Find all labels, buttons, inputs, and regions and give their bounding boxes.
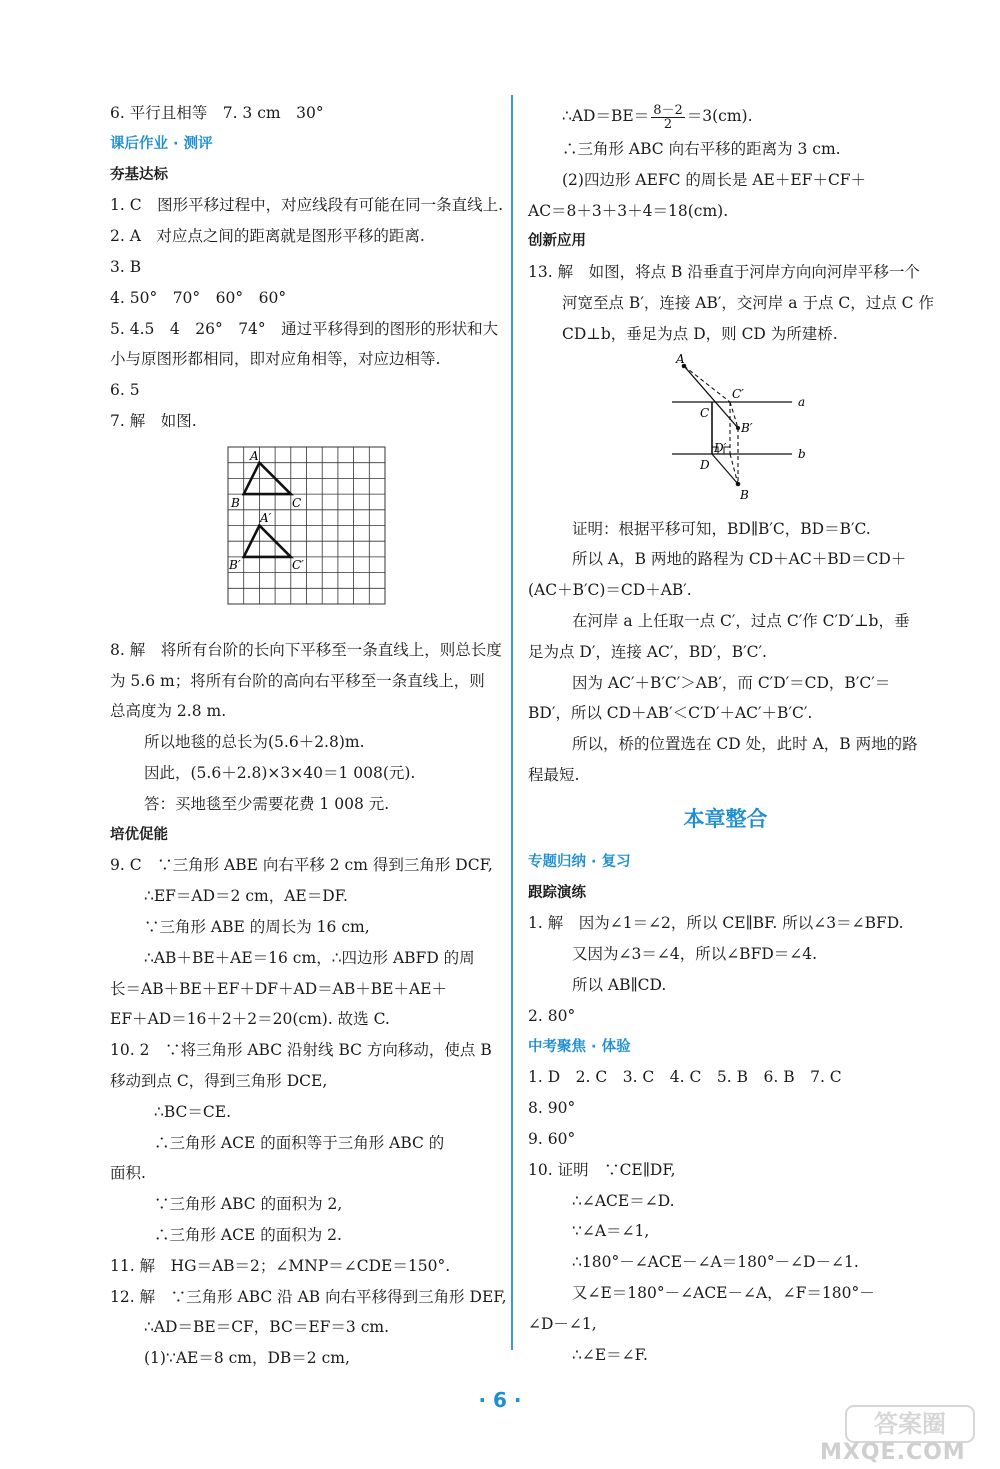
section-heading: 专题归纳 · 复习 — [528, 853, 631, 870]
answer-line: 11. 解 HG＝AB＝2；∠MNP＝∠CDE＝150°. — [110, 1256, 451, 1275]
answer-line: 8. 90° — [528, 1099, 576, 1118]
label-c-prime: C′ — [292, 557, 304, 572]
proof-line: 证明：根据平移可知，BD∥B′C，BD＝B′C. — [572, 519, 871, 538]
fraction-prefix: ∴AD＝BE＝ — [562, 107, 650, 125]
answer-line: 答：买地毯至少需要花费 1 008 元. — [144, 794, 390, 813]
proof-line: BD′，所以 CD＋AB′＜C′D′＋AC′＋B′C′. — [528, 704, 813, 723]
chapter-heading: 本章整合 — [683, 806, 768, 831]
label-d-prime: D′ — [714, 440, 727, 455]
river-bridge-figure — [528, 354, 923, 510]
answer-line: 又因为∠3＝∠4，所以∠BFD＝∠4. — [572, 945, 818, 964]
answer-line: 因此，(5.6＋2.8)×3×40＝1 008(元). — [144, 763, 416, 782]
label-bank-b: b — [798, 446, 806, 461]
answer-line: 小与原图形都相同，即对应角相等，对应边相等. — [110, 350, 441, 369]
answer-line: ∴三角形 ABC 向右平移的距离为 3 cm. — [562, 140, 841, 158]
answer-line: 所以地毯的总长为(5.6＋2.8)m. — [144, 733, 365, 752]
answer-line: 又∠E＝180°－∠ACE－∠A，∠F＝180°－ — [572, 1283, 875, 1302]
answer-line: 6. 5 — [110, 381, 140, 400]
river-bridge-svg — [528, 354, 923, 510]
answer-line: 河宽至点 B′，连接 AB′，交河岸 a 于点 C，过点 C 作 — [562, 293, 934, 312]
answer-line: ∴AD＝BE＝CF，BC＝EF＝3 cm. — [144, 1318, 390, 1337]
answer-line: 10. 2 ∵将三角形 ABC 沿射线 BC 方向移动，使点 B — [110, 1041, 492, 1060]
proof-line: 在河岸 a 上任取一点 C′，过点 C′作 C′D′⊥b，垂 — [572, 611, 910, 630]
column-divider — [511, 95, 513, 1350]
answer-line: 3. B — [110, 257, 142, 276]
answer-line: (2)四边形 AEFC 的周长是 AE＋EF＋CF＋ — [562, 170, 867, 189]
proof-line: 足为点 D′，连接 AC′，BD′，B′C′. — [528, 642, 767, 661]
fraction-denominator: 2 — [663, 116, 673, 132]
answer-line: ∴EF＝AD＝2 cm，AE＝DF. — [144, 887, 348, 906]
subsection-heading: 培优促能 — [110, 826, 168, 843]
label-b: B — [740, 487, 749, 502]
answer-line: 7. 解 如图. — [110, 411, 197, 430]
answer-line: 2. A 对应点之间的距离就是图形平移的距离. — [110, 227, 425, 246]
segment-ac1 — [684, 366, 730, 402]
label-b-prime: B′ — [229, 557, 241, 572]
label-a: A — [250, 448, 259, 463]
answer-line: ∵三角形 ABC 的面积为 2, — [154, 1195, 343, 1214]
answer-line: 1. 解 因为∠1＝∠2，所以 CE∥BF. 所以∠3＝∠BFD. — [528, 914, 904, 933]
answer-line: ∵∠A＝∠1, — [572, 1222, 650, 1241]
grid-figure — [110, 443, 495, 629]
point-b — [736, 481, 741, 486]
grid-lines — [228, 447, 385, 604]
answer-line: 所以 AB∥CD. — [572, 975, 667, 994]
subsection-heading: 夯基达标 — [110, 166, 168, 183]
answer-line: 移动到点 C，得到三角形 DCE, — [110, 1071, 328, 1090]
answer-line: 12. 解 ∵三角形 ABC 沿 AB 向右平移得到三角形 DEF, — [110, 1287, 507, 1306]
fraction-numerator: 8－2 — [653, 102, 683, 118]
answer-line: 9. C ∵三角形 ABE 向右平移 2 cm 得到三角形 DCF, — [110, 856, 493, 875]
answer-line: ∴∠E＝∠F. — [572, 1345, 648, 1364]
subsection-heading: 跟踪演练 — [528, 884, 586, 901]
answer-line: ∴三角形 ACE 的面积为 2. — [154, 1225, 342, 1244]
answer-line: ∴AB＋BE＋AE＝16 cm，∴四边形 ABFD 的周 — [144, 948, 475, 967]
answer-line: ∴180°－∠ACE－∠A＝180°－∠D－∠1. — [572, 1253, 859, 1272]
fraction — [651, 104, 685, 131]
proof-line: 所以 A，B 两地的路程为 CD＋AC＋BD＝CD＋ — [572, 550, 907, 569]
subsection-heading: 创新应用 — [528, 233, 586, 250]
proof-line: 所以，桥的位置选在 CD 处，此时 A，B 两地的路 — [572, 735, 918, 754]
answer-line: AC＝8＋3＋3＋4＝18(cm). — [528, 201, 729, 220]
watermark-url: MXQE.COM — [820, 1440, 966, 1465]
section-heading: 中考聚焦 · 体验 — [528, 1038, 631, 1055]
river-bridge-drawing — [672, 354, 806, 502]
answer-line: 13. 解 如图，将点 B 沿垂直于河岸方向向河岸平移一个 — [528, 263, 920, 282]
label-a-prime: A′ — [260, 510, 272, 525]
answer-line: 长＝AB＋BE＋EF＋DF＋AD＝AB＋BE＋AE＋ — [110, 979, 447, 998]
answer-line-fraction — [528, 98, 923, 134]
answer-line: 5. 4.5 4 26° 74° 通过平移得到的图形的形状和大 — [110, 319, 499, 338]
grid-figure-svg — [110, 443, 495, 629]
answer-line: 9. 60° — [528, 1129, 576, 1148]
label-b-prime: B′ — [741, 420, 753, 435]
section-heading: 课后作业 · 测评 — [110, 135, 213, 152]
answer-line: 6. 平行且相等 7. 3 cm 30° — [110, 104, 324, 122]
answer-line: 总高度为 2.8 m. — [110, 702, 227, 721]
proof-line: (AC＋B′C)＝CD＋AB′. — [528, 581, 692, 600]
right-column — [528, 98, 934, 1370]
watermark-logo — [845, 1405, 975, 1443]
label-bank-a: a — [798, 394, 806, 409]
answer-line: 10. 证明 ∵CE∥DF, — [528, 1160, 676, 1179]
left-column — [110, 98, 507, 1374]
proof-line: 因为 AC′＋B′C′＞AB′，而 C′D′＝CD，B′C′＝ — [572, 673, 891, 692]
answer-line: (1)∵AE＝8 cm，DB＝2 cm, — [144, 1349, 350, 1368]
label-c: C — [700, 405, 710, 420]
label-c-prime: C′ — [732, 386, 744, 401]
fraction-suffix: ＝3(cm). — [686, 107, 753, 125]
label-d: D — [700, 457, 710, 472]
answer-line: 4. 50° 70° 60° 60° — [110, 288, 287, 307]
answer-line: 8. 解 将所有台阶的长向下平移至一条直线上，则总长度 — [110, 640, 502, 659]
answer-line: CD⊥b，垂足为点 D，则 CD 为所建桥. — [562, 324, 838, 343]
answer-line: ∴三角形 ACE 的面积等于三角形 ABC 的 — [154, 1133, 445, 1152]
answer-line: 面积. — [110, 1164, 146, 1183]
answer-line: ∴∠ACE＝∠D. — [572, 1191, 675, 1210]
label-b: B — [231, 495, 240, 510]
answer-line: 1. D 2. C 3. C 4. C 5. B 6. B 7. C — [528, 1068, 842, 1087]
proof-line: 程最短. — [528, 765, 580, 784]
watermark-logo-text: 答案圈 — [874, 1410, 946, 1438]
answer-line: ∴BC＝CE. — [154, 1102, 232, 1121]
answer-line: EF＋AD＝16＋2＋2＝20(cm). 故选 C. — [110, 1010, 390, 1029]
label-a: A — [676, 353, 685, 366]
point-b1 — [736, 426, 740, 430]
label-c: C — [292, 495, 302, 510]
answer-line: 2. 80° — [528, 1006, 576, 1025]
answer-line: 为 5.6 m；将所有台阶的高向右平移至一条直线上，则 — [110, 671, 485, 690]
answer-line: ∵三角形 ABE 的周长为 16 cm, — [144, 917, 370, 936]
page-number: · 6 · — [478, 1388, 522, 1412]
answer-line: 1. C 图形平移过程中，对应线段有可能在同一条直线上. — [110, 196, 504, 215]
answer-line: ∠D－∠1, — [528, 1314, 597, 1333]
